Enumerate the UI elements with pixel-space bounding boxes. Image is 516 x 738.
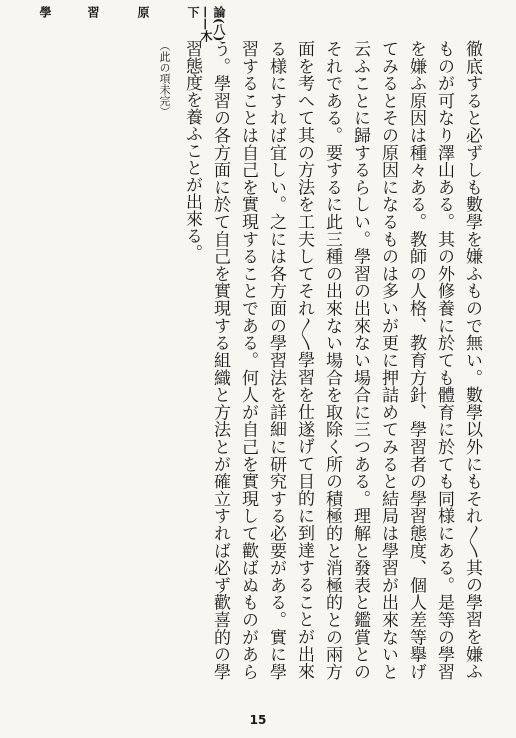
header-char-3: 原 [136,6,150,18]
header-char-1: 學 [38,6,52,18]
vertical-body-text [158,40,486,680]
header-title: 論(八)——木下 [186,6,226,42]
header-char-2: 習 [86,6,100,18]
body-paragraph: 徹底すると必ずしも數學を嫌ふもので無い。數學以外にもそれ〳〵其の學習を嫌ふものが可なり澤山ある。其の外修養に於ても體育に於ても同様にある。是等の學習を嫌ふ原因は種々ある。教師の人格、教育方針、學習者の學習態度、個人差等擧げてみるとその原因になるものは多いが更に押詰めてみると結局は學習が出來ないと云ふことに歸するらしい。學習の出來ない場合に三つある。理解と發表と鑑賞とのそれである。要するに此三種の出來ない場合を取除く所の積極的と消極的との兩方面を考へて其の方法を工夫してそれ〳〵學習を仕遂げて目的に到達することが出來る様にすれば宜しい。之には各方面の學習法を詳細に研究する必要がある。實に學習することは自己を實現することである。何人が自己を實現して歡ばぬものがあらう。學習の各方面に於て自己を實現する組織と方法とが確立すれば必ず歡喜的の學習態度を養ふことが出來る。 [182,40,482,680]
continuation-note: （此の項未完） [158,40,171,117]
page-number: 15 [249,713,267,727]
